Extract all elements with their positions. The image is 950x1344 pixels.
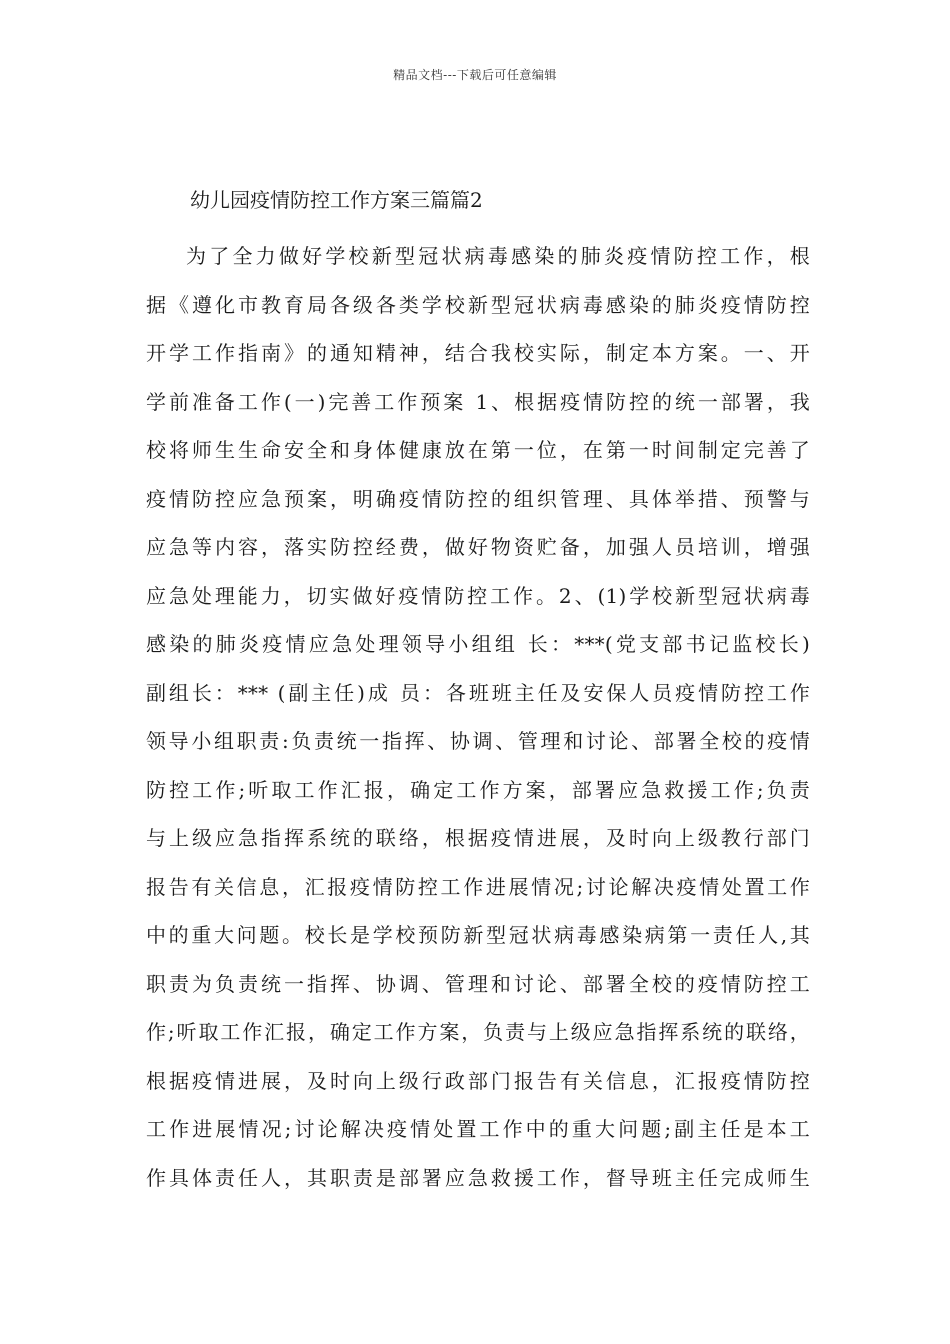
body-line: 疫情防控应急预案，明确疫情防控的组织管理、具体举措、预警与 [146, 486, 810, 511]
body-line: 中的重大问题。校长是学校预防新型冠状病毒感染病第一责任人,其 [146, 923, 810, 947]
body-line: 应急等内容，落实防控经费，做好物资贮备，加强人员培训，增强 [146, 535, 810, 559]
body-line: 作具体责任人，其职责是部署应急救援工作，督导班主任完成师生 [146, 1165, 810, 1190]
body-line: 开学工作指南》的通知精神，结合我校实际，制定本方案。一、开 [146, 341, 810, 365]
document-body [146, 232, 810, 1202]
body-line: 防控工作;听取工作汇报，确定工作方案，部署应急救援工作;负责 [146, 777, 810, 802]
body-line: 据《遵化市教育局各级各类学校新型冠状病毒感染的肺炎疫情防控 [146, 292, 810, 317]
body-line: 职责为负责统一指挥、协调、管理和讨论、部署全校的疫情防控工 [146, 971, 810, 996]
body-line: 应急处理能力，切实做好疫情防控工作。2、(1)学校新型冠状病毒 [146, 583, 810, 608]
body-line: 报告有关信息，汇报疫情防控工作进展情况;讨论解决疫情处置工作 [146, 874, 810, 899]
body-line: 根据疫情进展，及时向上级行政部门报告有关信息，汇报疫情防控 [146, 1068, 810, 1093]
body-line: 学前准备工作(一)完善工作预案 1、根据疫情防控的统一部署，我 [146, 389, 810, 414]
header-note: 精品文档---下载后可任意编辑 [393, 68, 557, 82]
body-line: 为了全力做好学校新型冠状病毒感染的肺炎疫情防控工作，根 [186, 244, 810, 268]
body-line: 工作进展情况;讨论解决疫情处置工作中的重大问题;副主任是本工 [146, 1117, 810, 1141]
body-line: 作;听取工作汇报，确定工作方案，负责与上级应急指挥系统的联络， [146, 1020, 810, 1044]
body-line: 感染的肺炎疫情应急处理领导小组组 长：***(党支部书记监校长) [146, 632, 810, 656]
body-line: 校将师生生命安全和身体健康放在第一位，在第一时间制定完善了 [146, 438, 810, 462]
document-title: 幼儿园疫情防控工作方案三篇篇2 [190, 188, 483, 212]
body-line: 副组长：*** (副主任)成 员：各班班主任及安保人员疫情防控工作 [146, 680, 810, 705]
body-line: 领导小组职责:负责统一指挥、协调、管理和讨论、部署全校的疫情 [146, 729, 810, 753]
body-line: 与上级应急指挥系统的联络，根据疫情进展，及时向上级教行部门 [146, 826, 810, 850]
